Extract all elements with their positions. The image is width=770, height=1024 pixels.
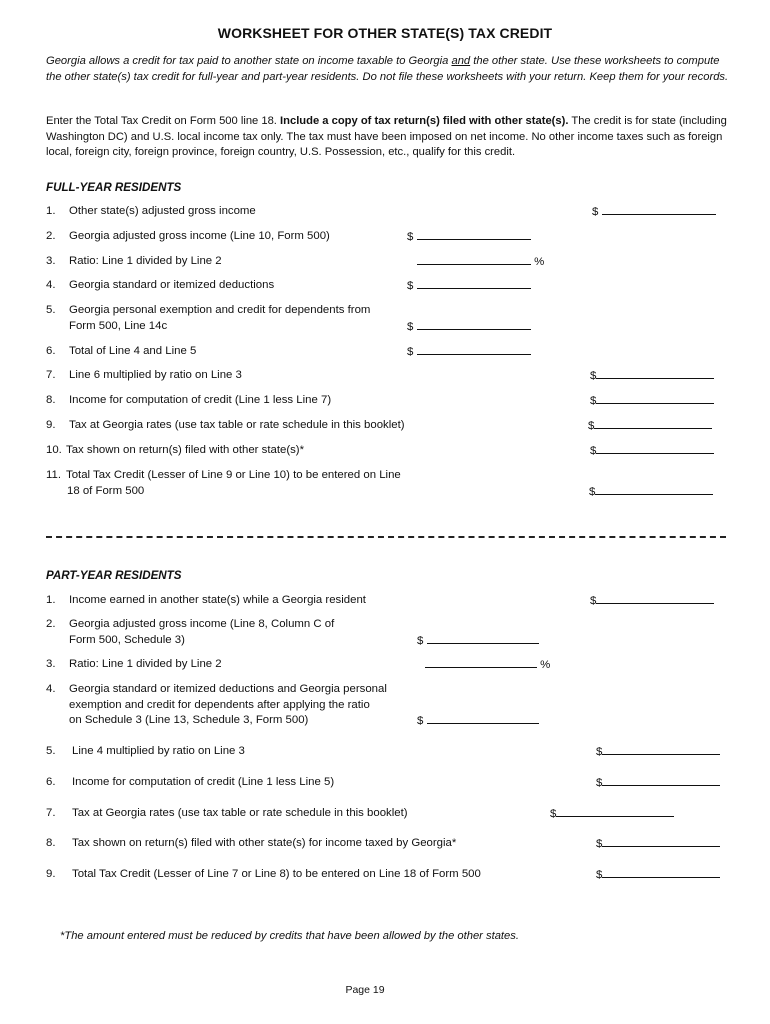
instructions-text-2: The credit is for state (including Washington DC) and U.S. local income tax only. The tax must have been imposed on net income. No other income taxes such as foreign local, foreign city, foreign province, foreign country, U.S. Possession, etc., qualify for this credit. [46,115,727,158]
py-line-4-label: Georgia standard or itemized deductions and Georgia personal [69,683,387,695]
fy-line-7-field[interactable] [590,368,714,384]
dollar-sign: $ [590,445,597,457]
dollar-sign: $ [550,808,557,820]
dollar-sign: $ [590,395,597,407]
fy-line-6-field[interactable] [407,344,531,360]
fy-line-10-label: Tax shown on return(s) filed with other state(s)* [66,444,305,456]
instructions-bold-text: Include a copy of tax return(s) filed with other state(s). [280,115,569,127]
percent-sign: % [540,659,551,671]
py-line-1-num: 1. [46,594,56,606]
instructions-paragraph [46,114,736,161]
py-line-2-label: Georgia adjusted gross income (Line 8, Column C of [69,618,335,630]
py-line-8-label: Tax shown on return(s) filed with other state(s) for income taxed by Georgia* [72,837,457,849]
fy-line-1-field[interactable] [592,204,716,220]
fy-line-2-num: 2. [46,230,56,242]
fy-line-7-label: Line 6 multiplied by ratio on Line 3 [69,369,242,381]
py-line-6-num: 6. [46,776,56,788]
fy-line-4-num: 4. [46,279,56,291]
dollar-sign: $ [589,486,596,498]
py-line-8-num: 8. [46,837,56,849]
page-number: Page 19 [345,984,385,996]
py-line-2-num: 2. [46,618,56,630]
fy-line-5-field[interactable] [407,319,531,335]
fy-line-8-field[interactable] [590,393,714,409]
py-line-3-field[interactable] [425,657,550,673]
fy-line-1-label: Other state(s) adjusted gross income [69,205,256,217]
py-line-9-label: Total Tax Credit (Lesser of Line 7 or Line 8) to be entered on Line 18 of Form 500 [72,868,481,880]
fy-line-8-num: 8. [46,394,56,406]
dollar-sign: $ [596,777,603,789]
py-line-1-field[interactable] [590,593,714,609]
fy-line-9-num: 9. [46,419,56,431]
fy-line-5-num: 5. [46,304,56,316]
full-year-heading: FULL-YEAR RESIDENTS [46,181,182,194]
py-line-4-label-cont2: on Schedule 3 (Line 13, Schedule 3, Form 500) [69,714,309,726]
py-line-6-label: Income for computation of credit (Line 1 less Line 5) [72,776,335,788]
py-line-2-field[interactable] [417,633,539,649]
fy-line-7-num: 7. [46,369,56,381]
py-line-1-label: Income earned in another state(s) while a Georgia resident [69,594,366,606]
fy-line-4-label: Georgia standard or itemized deductions [69,279,275,291]
fy-line-8-label: Income for computation of credit (Line 1 less Line 7) [69,394,332,406]
dollar-sign: $ [407,321,414,333]
py-line-2-label-cont: Form 500, Schedule 3) [69,634,185,646]
intro-text-1: Georgia allows a credit for tax paid to another state on income taxable to Georgia [46,55,452,67]
fy-line-6-label: Total of Line 4 and Line 5 [69,345,197,357]
fy-line-10-field[interactable] [590,443,714,459]
fy-line-10-num: 10. [46,444,62,456]
fy-line-5-label-cont: Form 500, Line 14c [69,320,168,332]
py-line-4-num: 4. [46,683,56,695]
py-line-7-num: 7. [46,807,56,819]
py-line-5-num: 5. [46,745,56,757]
py-line-3-num: 3. [46,658,56,670]
py-line-8-field[interactable] [596,836,720,852]
py-line-4-label-cont: exemption and credit for dependents after applying the ratio [69,699,370,711]
fy-line-9-label: Tax at Georgia rates (use tax table or rate schedule in this booklet) [69,419,405,431]
fy-line-11-num: 11. [46,469,61,481]
footnote: *The amount entered must be reduced by credits that have been allowed by the other states. [60,930,519,942]
instructions-text-1: Enter the Total Tax Credit on Form 500 line 18. [46,115,281,127]
dollar-sign: $ [588,420,595,432]
py-line-6-field[interactable] [596,775,720,791]
dollar-sign: $ [596,869,603,881]
fy-line-11-label: Total Tax Credit (Lesser of Line 9 or Line 10) to be entered on Line [66,469,401,481]
dollar-sign: $ [417,715,424,727]
py-line-5-label: Line 4 multiplied by ratio on Line 3 [72,745,245,757]
intro-underlined-word: and [451,55,471,67]
fy-line-3-label: Ratio: Line 1 divided by Line 2 [69,255,222,267]
fy-line-4-field[interactable] [407,278,531,294]
fy-line-9-field[interactable] [588,418,712,434]
worksheet-title: WORKSHEET FOR OTHER STATE(S) TAX CREDIT [217,25,553,41]
intro-paragraph [46,54,736,85]
fy-line-11-label-cont: 18 of Form 500 [67,485,145,497]
fy-line-3-field[interactable] [417,254,544,270]
py-line-3-label: Ratio: Line 1 divided by Line 2 [69,658,222,670]
dollar-sign: $ [592,206,599,218]
py-line-4-field[interactable] [417,713,539,729]
dollar-sign: $ [596,746,603,758]
fy-line-2-field[interactable] [407,229,531,245]
dollar-sign: $ [590,370,597,382]
dollar-sign: $ [407,280,414,292]
intro-text-2: the other state. Use these worksheets to compute the other state(s) tax credit for full-year and part-year residents. Do not file these worksheets with your return. Keep them for your records. [46,55,729,83]
fy-line-11-field[interactable] [589,484,713,500]
section-divider [46,536,726,538]
fy-line-6-num: 6. [46,345,56,357]
py-line-9-num: 9. [46,868,56,880]
dollar-sign: $ [596,838,603,850]
dollar-sign: $ [407,231,414,243]
fy-line-3-num: 3. [46,255,56,267]
py-line-9-field[interactable] [596,867,720,883]
py-line-7-label: Tax at Georgia rates (use tax table or rate schedule in this booklet) [72,807,408,819]
dollar-sign: $ [417,635,424,647]
dollar-sign: $ [407,346,414,358]
fy-line-2-label: Georgia adjusted gross income (Line 10, Form 500) [69,230,330,242]
dollar-sign: $ [590,595,597,607]
py-line-5-field[interactable] [596,744,720,760]
fy-line-5-label: Georgia personal exemption and credit for dependents from [69,304,371,316]
percent-sign: % [534,256,545,268]
part-year-heading: PART-YEAR RESIDENTS [46,569,182,582]
fy-line-1-num: 1. [46,205,56,217]
py-line-7-field[interactable] [550,806,674,822]
